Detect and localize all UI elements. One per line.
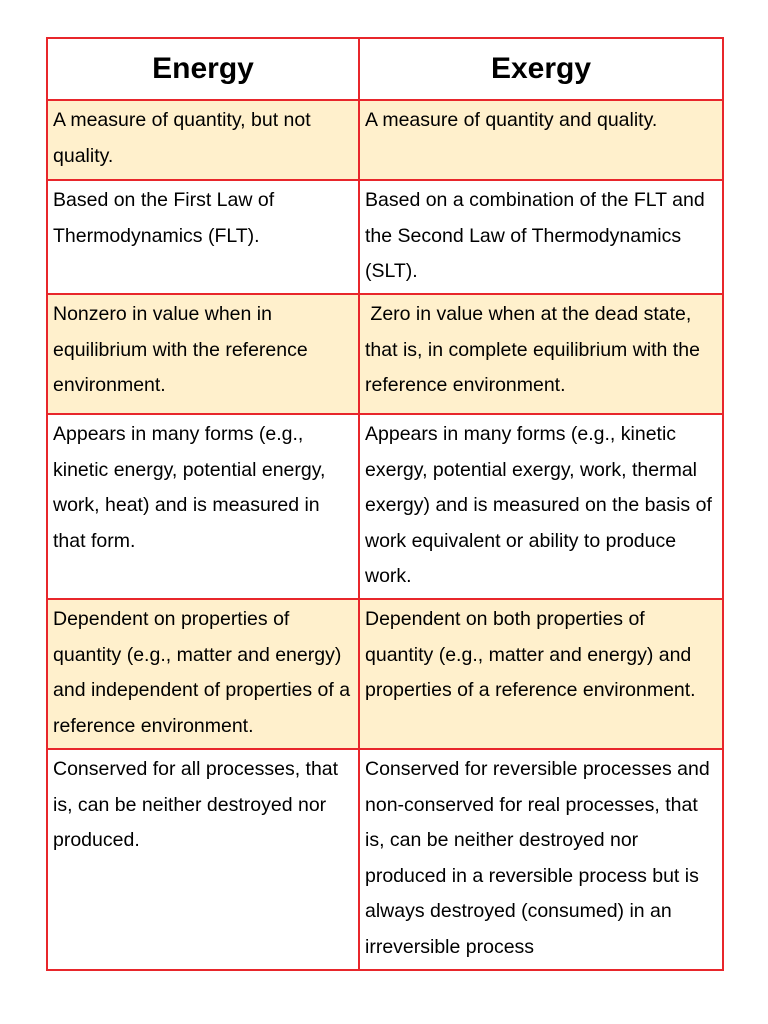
header-exergy: Exergy xyxy=(359,38,723,100)
energy-cell-text: Nonzero in value when in equilibrium with the reference environment. xyxy=(53,303,308,396)
exergy-cell-text: A measure of quantity and quality. xyxy=(365,109,658,131)
energy-cell xyxy=(47,180,359,294)
table-row xyxy=(47,749,723,970)
exergy-cell xyxy=(359,100,723,180)
energy-cell xyxy=(47,414,359,599)
exergy-cell xyxy=(359,294,723,414)
energy-cell xyxy=(47,294,359,414)
table-row xyxy=(47,414,723,599)
table-row xyxy=(47,180,723,294)
exergy-cell-text: Based on a combination of the FLT and the Second Law of Thermodynamics (SLT). xyxy=(365,189,705,282)
energy-cell-text: Conserved for all processes, that is, can be neither destroyed nor produced. xyxy=(53,758,339,851)
exergy-cell xyxy=(359,749,723,970)
energy-cell xyxy=(47,599,359,749)
energy-cell-text: A measure of quantity, but not quality. xyxy=(53,109,311,167)
header-energy: Energy xyxy=(47,38,359,100)
exergy-cell xyxy=(359,414,723,599)
energy-cell-text: Appears in many forms (e.g., kinetic energy, potential energy, work, heat) and is measured in that form. xyxy=(53,423,326,552)
table-row xyxy=(47,100,723,180)
exergy-cell-text: Conserved for reversible processes and non-conserved for real processes, that is, can be neither destroyed nor produced in a reversible process but is always destroyed (consumed) in an irreversible process xyxy=(365,758,710,958)
exergy-cell xyxy=(359,599,723,749)
exergy-cell-text: Appears in many forms (e.g., kinetic exergy, potential exergy, work, thermal exergy) and is measured on the basis of work equivalent or ability to produce work. xyxy=(365,423,712,587)
header-row xyxy=(47,38,723,100)
table-row xyxy=(47,294,723,414)
energy-cell xyxy=(47,749,359,970)
energy-exergy-comparison-table xyxy=(46,37,724,971)
energy-cell-text: Dependent on properties of quantity (e.g., matter and energy) and independent of properties of a reference environment. xyxy=(53,608,351,737)
table-row xyxy=(47,599,723,749)
energy-cell xyxy=(47,100,359,180)
exergy-cell-text: Dependent on both properties of quantity (e.g., matter and energy) and properties of a reference environment. xyxy=(365,608,696,701)
energy-cell-text: Based on the First Law of Thermodynamics (FLT). xyxy=(53,189,275,247)
exergy-cell-text: Zero in value when at the dead state, that is, in complete equilibrium with the reference environment. xyxy=(365,303,706,396)
exergy-cell xyxy=(359,180,723,294)
